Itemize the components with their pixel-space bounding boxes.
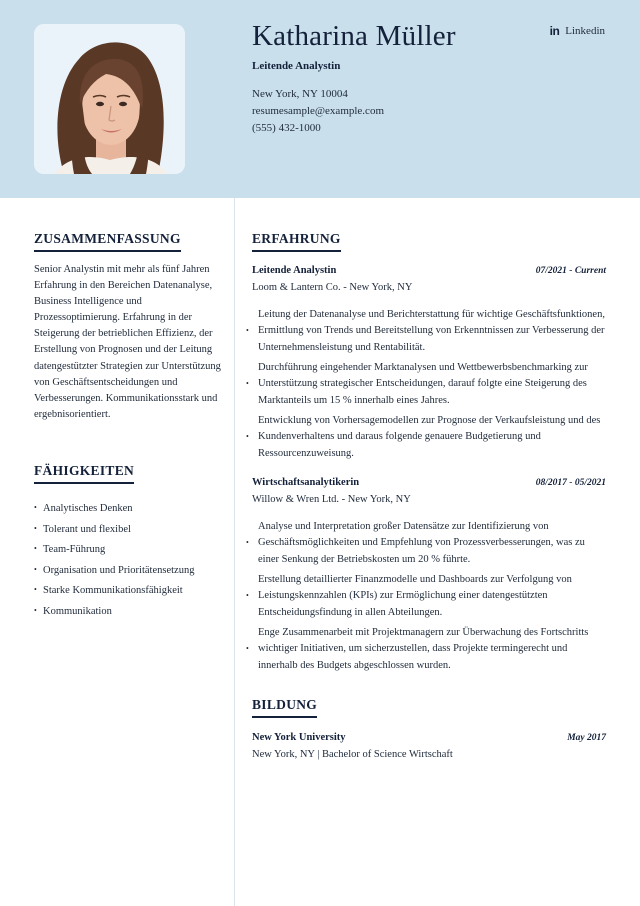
job-date: 08/2017 - 05/2021 <box>535 478 606 488</box>
skill-item <box>34 539 194 560</box>
skill-item <box>34 560 194 581</box>
job-company: Loom & Lantern Co. - New York, NY <box>252 282 413 293</box>
linkedin-link[interactable] <box>550 24 605 38</box>
skill-label: Team-Führung <box>43 544 106 555</box>
skill-item <box>34 580 194 601</box>
bullet-icon: • <box>246 644 249 654</box>
job-bullet <box>246 625 606 674</box>
bullet-icon: • <box>34 503 37 512</box>
linkedin-label: Linkedin <box>565 25 605 37</box>
job-bullet-text: Durchführung eingehender Marktanalysen und Wettbewerbsbenchmarking zur Unterstützung strategischer Entscheidungen, darauf folgte eine Steigerung des Marktanteils um 15 % innerhalb eines Jahres. <box>258 362 588 406</box>
portrait-icon <box>34 24 185 174</box>
skill-label: Tolerant und flexibel <box>43 523 131 535</box>
job-bullet <box>246 360 606 409</box>
skill-item <box>34 519 194 540</box>
contact-location: New York, NY 10004 <box>252 88 348 100</box>
candidate-role: Leitende Analystin <box>252 60 341 72</box>
education-detail: New York, NY | Bachelor of Science Wirtschaft <box>252 749 453 760</box>
job-bullet-text: Analyse und Interpretation großer Datensätze zur Identifizierung von Geschäftsmöglichkeiten und Empfehlung von Prozessverbesserungen, was zu einer Senkung der Betriebskosten um 20 % führte. <box>258 521 585 565</box>
job-date: 07/2021 - Current <box>535 266 606 276</box>
job-bullet-text: Erstellung detaillierter Finanzmodelle und Dashboards zur Verfolgung von Leistungskennzahlen (KPIs) zur Ermöglichung einer datengestützten Entscheidungsfindung in allen Abteilungen. <box>258 574 572 618</box>
contact-email[interactable]: resumesample@example.com <box>252 105 384 117</box>
skill-label: Starke Kommunikationsfähigkeit <box>43 585 183 596</box>
job-title: Leitende Analystin <box>252 265 337 276</box>
linkedin-icon: in <box>549 24 560 38</box>
bullet-icon: • <box>246 538 249 548</box>
bullet-icon: • <box>246 326 249 336</box>
bullet-icon: • <box>34 523 37 533</box>
job-bullet-text: Leitung der Datenanalyse und Berichterstattung für wichtige Geschäftsfunktionen, Ermittlung von Trends und Bereitstellung von Erkenntnissen zur Verbesserung der Unternehmensleistung und Rentabilität. <box>258 309 605 353</box>
job-bullet-text: Enge Zusammenarbeit mit Projektmanagern zur Überwachung des Fortschritts wichtiger Initiativen, um sicherzustellen, dass Projekte termingerecht und innerhalb des Budgets abgeschlossen wurden. <box>258 627 589 671</box>
job-bullet <box>246 572 606 621</box>
contact-phone[interactable]: (555) 432-1000 <box>252 122 321 134</box>
bullet-icon: • <box>246 591 249 601</box>
skills-list <box>34 498 194 621</box>
column-divider <box>234 198 235 906</box>
summary-heading: ZUSAMMENFASSUNG <box>34 231 181 252</box>
education-heading: BILDUNG <box>252 697 317 718</box>
skill-item <box>34 498 194 519</box>
bullet-icon: • <box>34 544 37 553</box>
job-bullet <box>246 519 606 568</box>
experience-heading: ERFAHRUNG <box>252 231 341 252</box>
education-school: New York University <box>252 732 346 743</box>
skill-label: Organisation und Prioritätensetzung <box>43 564 195 576</box>
bullet-icon: • <box>34 564 37 574</box>
contact-block <box>252 86 384 137</box>
job-company: Willow & Wren Ltd. - New York, NY <box>252 494 411 505</box>
bullet-icon: • <box>246 379 249 389</box>
profile-photo <box>34 24 185 174</box>
summary-text: Senior Analystin mit mehr als fünf Jahren Erfahrung in den Bereichen Datenanalyse, Business Intelligence und Prozessoptimierung. Erfahrung in der Steigerung der betrieblichen Effizienz, der Erstellung von Prognosen und der Leitung datengestützter Strategien zur Unterstützung von Geschäftsentscheidungen und Verbesserungen. Kommunikationsstark und ergebnisorientiert. <box>34 264 221 420</box>
skill-label: Kommunikation <box>43 605 112 617</box>
candidate-name: Katharina Müller <box>252 20 456 52</box>
skills-heading: FÄHIGKEITEN <box>34 463 134 484</box>
skill-item <box>34 601 194 622</box>
job-title: Wirtschaftsanalytikerin <box>252 477 360 488</box>
bullet-icon: • <box>34 585 37 594</box>
job-bullet-text: Entwicklung von Vorhersagemodellen zur Prognose der Verkaufsleistung und des Kundenverhaltens und daraus folgende genauere Budgetierung und Ressourcenzuweisung. <box>258 415 601 459</box>
job-bullet <box>246 413 606 462</box>
education-date: May 2017 <box>567 733 606 743</box>
header-band <box>0 0 640 198</box>
bullet-icon: • <box>34 605 37 615</box>
job-bullet <box>246 307 606 356</box>
bullet-icon: • <box>246 432 249 442</box>
skill-label: Analytisches Denken <box>43 503 133 514</box>
